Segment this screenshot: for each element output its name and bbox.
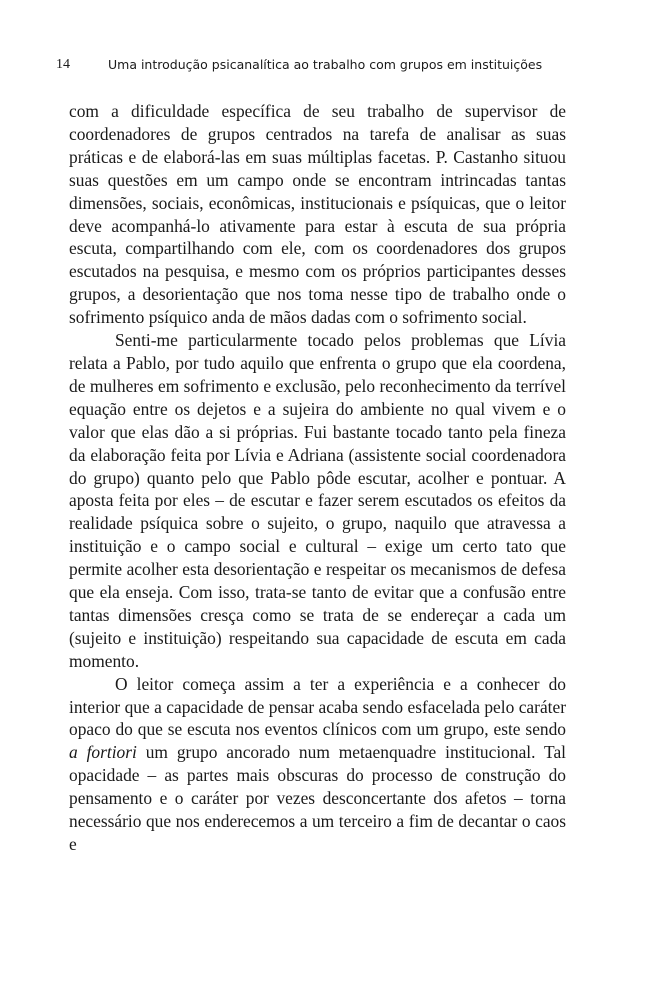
running-head: [56, 56, 616, 74]
paragraph-text: com a dificuldade específica de seu trabalho de supervisor de coordenadores de grupos centrados na tarefa de analisar as suas práticas e de elaborá-las em suas múltiplas facetas. P. Castanho situou suas questões em um campo onde se encontram intrincadas tantas dimensões, sociais, econômicas, institucionais e psíquicas, que o leitor deve acompanhá-lo ativamente para estar à escuta de sua própria escuta, compartilhando com ele, com os coordenadores dos grupos escutados na pesquisa, e mesmo com os próprios participantes desses grupos, a desorientação que nos toma nesse tipo de trabalho onde o sofrimento psíquico anda de mãos dadas com o sofrimento social.: [69, 101, 566, 328]
paragraph-3: [69, 673, 566, 856]
italic-term: a fortiori: [69, 742, 137, 763]
paragraph-2: [69, 329, 566, 673]
page-number: 14: [56, 57, 70, 72]
paragraph-text: Senti-me particularmente tocado pelos problemas que Lívia relata a Pablo, por tudo aquilo que enfrenta o grupo que ela coordena, de mulheres em sofrimento e exclusão, pelo reconhecimento da terrível equação entre os dejetos e a sujeira do ambiente no qual vivem e o valor que elas dão a si próprias. Fui bastante tocado tanto pela fineza da elaboração feita por Lívia e Adriana (assistente social coordenadora do grupo) quanto pelo que Pablo pôde escutar, acolher e pontuar. A aposta feita por eles – de escutar e fazer serem escutados os efeitos da realidade psíquica sobre o sujeito, o grupo, naquilo que atravessa a instituição e o campo social e cultural – exige um certo tato que permite acolher esta desorientação e respeitar os mecanismos de defesa que ela enseja. Com isso, trata-se tanto de evitar que a confusão entre tantas dimensões cresça como se trata de se endereçar a cada um (sujeito e instituição) respeitando sua capacidade de escuta em cada momento.: [69, 330, 566, 671]
paragraph-text: um grupo ancorado num metaenquadre institucional. Tal opacidade – as partes mais obscuras do processo de construção do pensamento e o caráter por vezes desconcertante dos afetos – torna necessário que nos enderecemos a um terceiro a fim de decantar o caos e: [69, 742, 566, 854]
body-text: [69, 100, 566, 856]
paragraph-text: O leitor começa assim a ter a experiência e a conhecer do interior que a capacidade de pensar acaba sendo esfacelada pelo caráter opaco do que se escuta nos eventos clínicos com um grupo, este sendo: [69, 673, 566, 740]
paragraph-1: [69, 100, 566, 329]
book-title: Uma introdução psicanalítica ao trabalho com grupos em instituições: [108, 57, 543, 72]
